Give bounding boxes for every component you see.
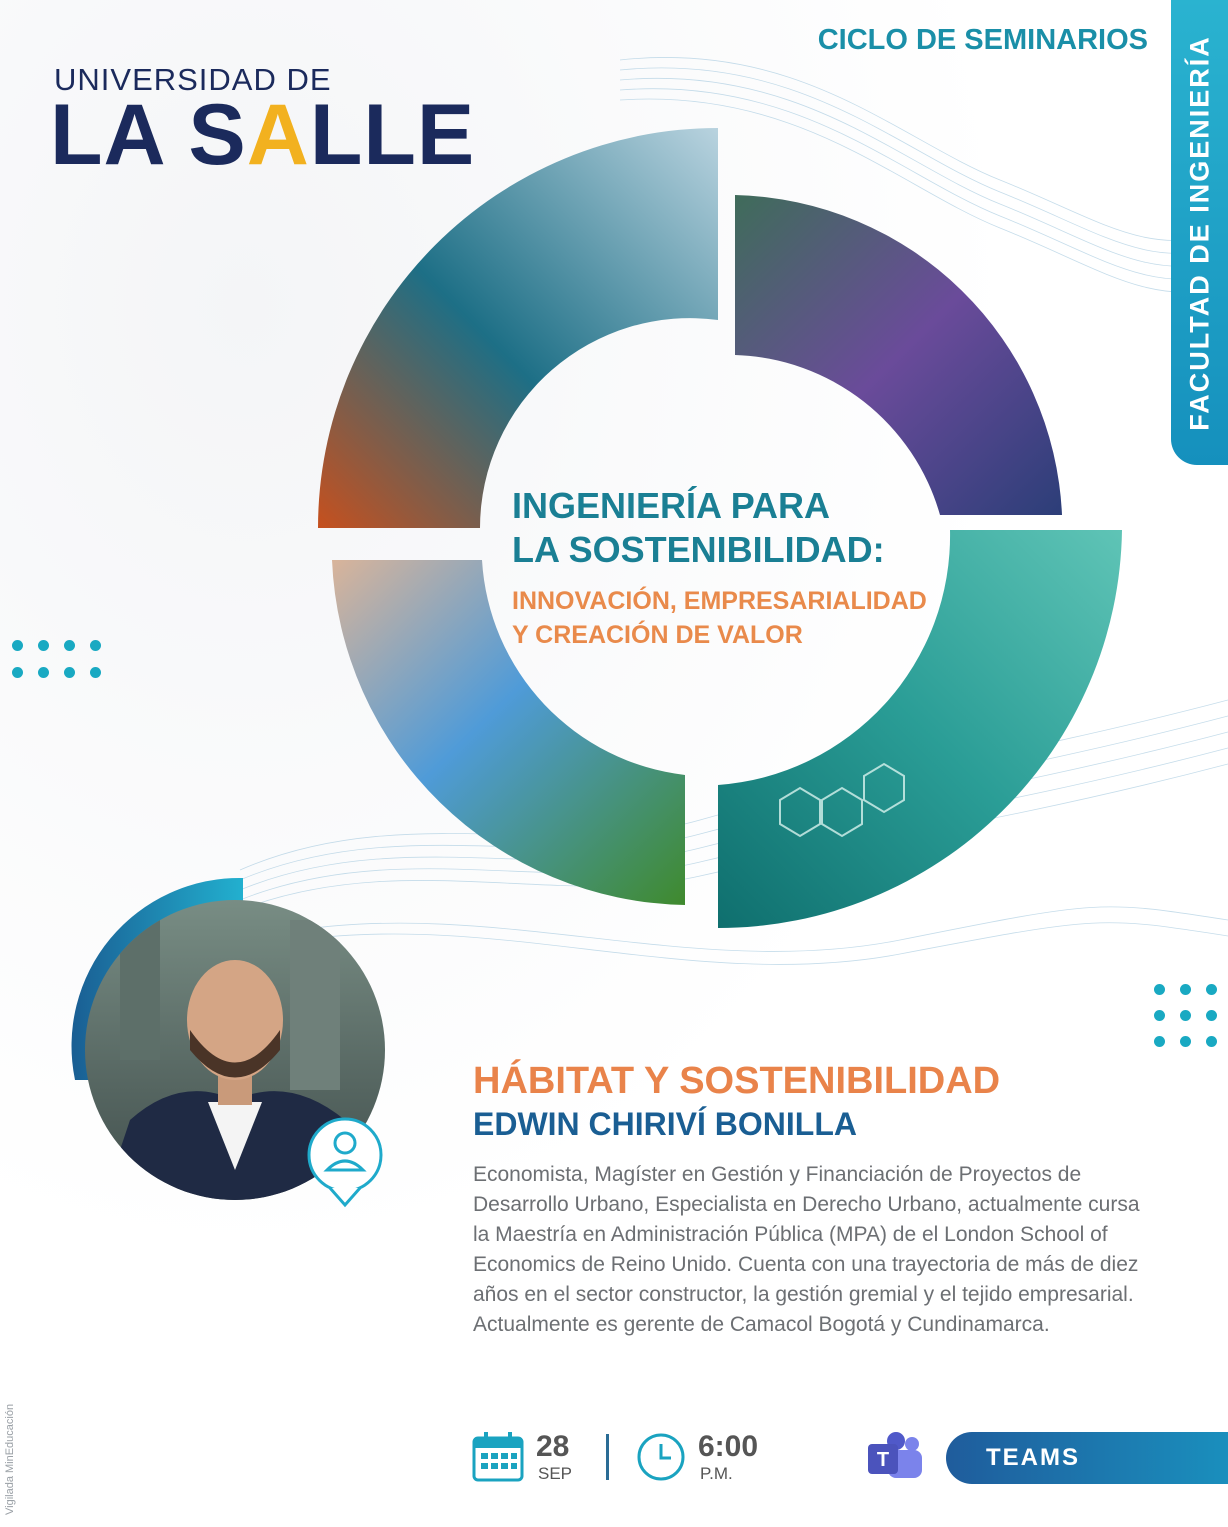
svg-text:T: T xyxy=(876,1449,890,1471)
event-month: SEP xyxy=(538,1464,573,1483)
subtitle-line-2: Y CREACIÓN DE VALOR xyxy=(512,621,803,649)
event-time: 6:00 xyxy=(698,1430,759,1463)
teams-logo-icon xyxy=(866,1432,924,1482)
platform-label: TEAMS xyxy=(986,1444,1080,1471)
logo-part1: LA S xyxy=(50,87,247,183)
faculty-tab xyxy=(1171,0,1228,465)
event-title xyxy=(512,484,885,572)
calendar-icon xyxy=(472,1432,524,1482)
logo-accent-a: A xyxy=(246,87,310,183)
title-line-2: LA SOSTENIBILIDAD: xyxy=(512,529,885,570)
speaker-bio: Economista, Magíster en Gestión y Financiación de Proyectos de Desarrollo Urbano, Especialista en Derecho Urbano, actualmente cursa la Maestría en Administración Pública (MPA) de el London School of Economics de Reino Unido. Cuenta con una trayectoria de más de diez años en el sector constructor, la gestión gremial y el tejido empresarial. Actualmente es gerente de Camacol Bogotá y Cundinamarca. xyxy=(473,1163,1140,1336)
platform-badge xyxy=(946,1432,1228,1484)
dots-decor-left xyxy=(12,640,100,678)
event-subtitle xyxy=(512,584,927,652)
logo-university-de: UNIVERSIDAD DE xyxy=(54,62,332,97)
title-line-1: INGENIERÍA PARA xyxy=(512,485,831,526)
dots-decor-right xyxy=(1154,984,1217,1047)
speaker-photo xyxy=(60,870,400,1210)
speaker-name: EDWIN CHIRIVÍ BONILLA xyxy=(473,1106,857,1142)
event-ampm: P.M. xyxy=(700,1464,733,1483)
photo-robotics xyxy=(318,128,718,528)
event-day: 28 xyxy=(536,1430,570,1463)
user-pin-icon xyxy=(309,1119,381,1205)
session-topic: HÁBITAT Y SOSTENIBILIDAD xyxy=(473,1060,1001,1102)
series-label: CICLO DE SEMINARIOS xyxy=(817,24,1148,56)
subtitle-line-1: INNOVACIÓN, EMPRESARIALIDAD xyxy=(512,587,927,615)
clock-icon xyxy=(635,1432,687,1482)
faculty-label: FACULTAD DE INGENIERÍA xyxy=(1184,34,1214,431)
photo-smart-traffic xyxy=(735,195,1062,515)
vigilada-label: Vigilada MinEducación xyxy=(4,1403,16,1515)
logo-part2: LLE xyxy=(309,87,476,183)
divider xyxy=(606,1434,609,1480)
